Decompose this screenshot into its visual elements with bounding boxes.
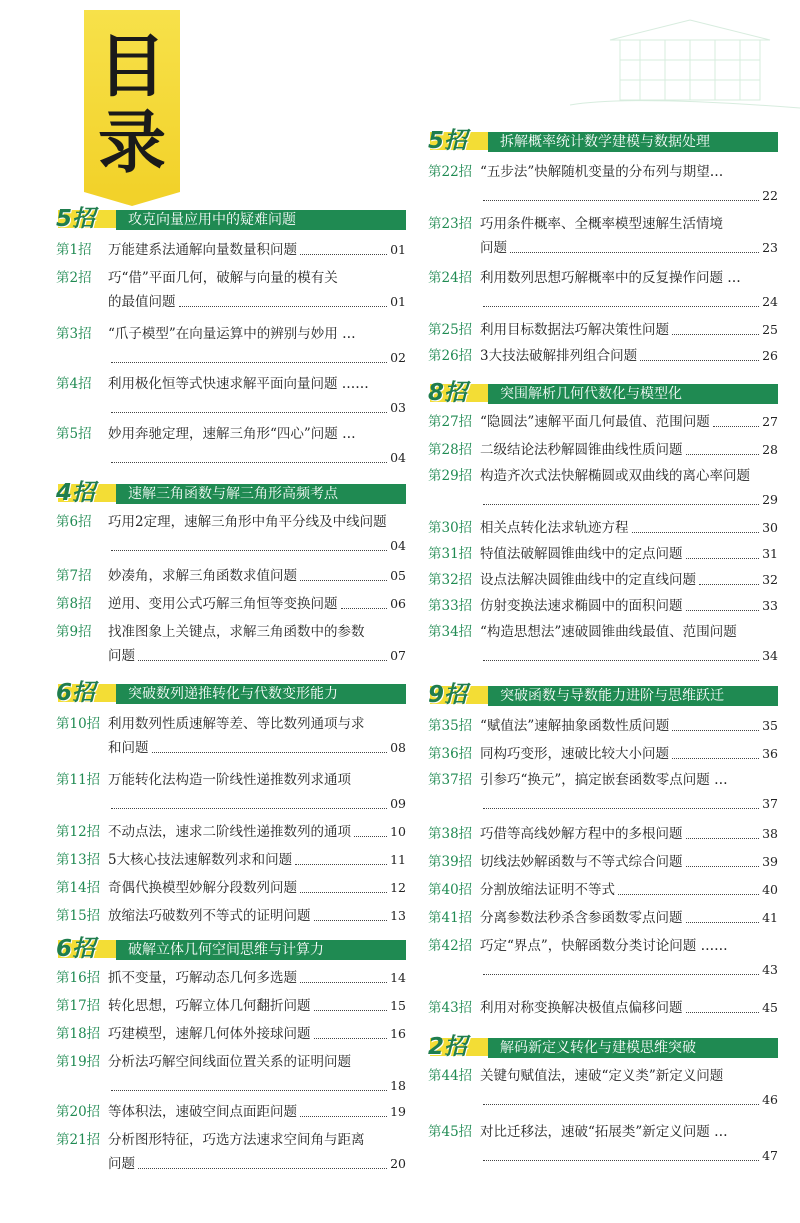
section-title: 攻克向量应用中的疑难问题 (122, 210, 406, 230)
section-header (428, 684, 778, 706)
section-count-badge: 6招 (56, 936, 118, 962)
section-count-badge: 4招 (56, 480, 118, 506)
section-count-badge: 5招 (428, 128, 490, 154)
section-header (56, 208, 406, 230)
section-header (56, 938, 406, 960)
section-title: 突围解析几何代数化与模型化 (494, 384, 778, 404)
section-title: 突破函数与导数能力进阶与思维跃迁 (494, 686, 778, 706)
section-count-badge: 6招 (56, 680, 118, 706)
section-header (56, 682, 406, 704)
section-header (56, 482, 406, 504)
section-title: 速解三角函数与解三角形高频考点 (122, 484, 406, 504)
toc-title-char-1: 目 (97, 28, 166, 107)
section-count-badge: 5招 (56, 206, 118, 232)
section-header (428, 130, 778, 152)
section-title: 破解立体几何空间思维与计算力 (122, 940, 406, 960)
section-title: 突破数列递推转化与代数变形能力 (122, 684, 406, 704)
section-title: 解码新定义转化与建模思维突破 (494, 1038, 778, 1058)
section-count-badge: 2招 (428, 1034, 490, 1060)
section-title: 拆解概率统计数学建模与数据处理 (494, 132, 778, 152)
decorative-building-illustration (570, 0, 800, 120)
section-count-badge: 9招 (428, 682, 490, 708)
section-count-badge: 8招 (428, 380, 490, 406)
section-header (428, 382, 778, 404)
toc-title-banner (84, 10, 180, 192)
section-header (428, 1036, 778, 1058)
toc-title-char-2: 录 (97, 104, 166, 183)
